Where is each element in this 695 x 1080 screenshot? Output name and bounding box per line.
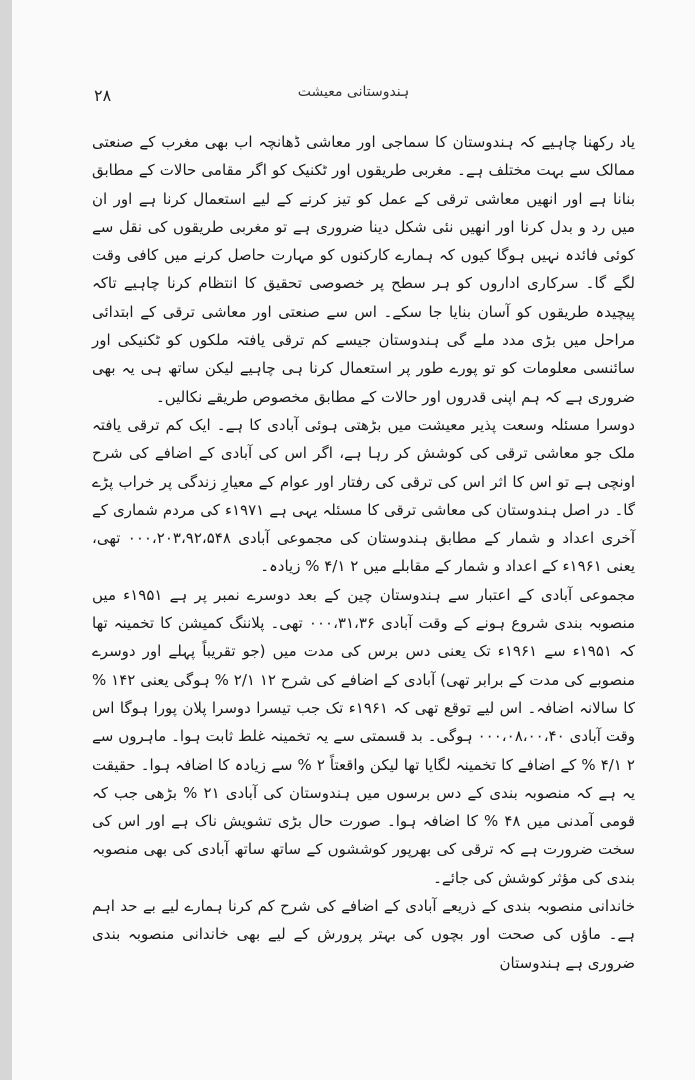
- paragraph: دوسرا مسئلہ وسعت پذیر معیشت میں بڑھتی ہوئی آبادی کا ہے۔ ایک کم ترقی یافتہ ملک جو معاشی ترقی کی کوشش کر رہا ہے، اگر اس کی آبادی کے اضافے کی شرح اونچی ہے تو اس کا اثر اس کی ترقی کی رفتار اور عوام کے معیارِ زندگی پر خراب پڑے گا۔ در اصل ہندوستان کی معاشی ترقی کا مسئلہ یہی ہے ۱۹۷۱ء کی مردم شماری کے آخری اعداد و شمار کے مطابق ہندوستان کی مجموعی آبادی ۰۰۰،۲۰۳،۹۲،۵۴۸ تھی، یعنی ۱۹۶۱ء کے اعداد و شمار کے مقابلے میں ۲ ۴/۱ % زیادہ۔: [92, 415, 635, 576]
- paragraph: مجموعی آبادی کے اعتبار سے ہندوستان چین کے بعد دوسرے نمبر پر ہے ۱۹۵۱ء میں منصوبہ بندی شروع ہونے کے وقت آبادی ۰۰۰،۳۱،۳۶ تھی۔ پلاننگ کمیشن کا تخمینہ تھا کہ ۱۹۵۱ء سے ۱۹۶۱ء تک یعنی دس برس کی مدت میں (جو تقریباً پہلے اور دوسرے منصوبے کی مدت کے برابر تھی) آبادی کے اضافے کی شرح ۱۲ ۲/۱ % ہوگی یعنی ۱۴۲ % کا سالانہ اضافہ۔ اس لیے توقع تھی کہ ۱۹۶۱ء تک جب تیسرا دوسرا پلان پورا ہوگا اس وقت آبادی ۰۰۰،۰۸،۰۰،۴۰ ہوگی۔ بد قسمتی سے یہ تخمینہ غلط ثابت ہوا۔ ماہروں سے ۲ ۴/۱ % کے اضافے کا تخمینہ لگایا تھا لیکن واقعتاً ۲ % سے زیادہ کا اضافہ ہوا۔ حقیقت یہ ہے کہ منصوبہ بندی کے دس برسوں میں ہندوستان کی آبادی ۲۱ % بڑھی جب کہ قومی آمدنی میں ۴۸ % کا اضافہ ہوا۔ صورت حال بڑی تشویش ناک ہے اور اس کی سخت ضرورت ہے کہ ترقی کی بھرپور کوششوں کے ساتھ ساتھ آبادی کی بھی منصوبہ بندی کی مؤثر کوشش کی جائے۔: [92, 585, 635, 887]
- running-title: ہندوستانی معیشت: [297, 84, 410, 100]
- page-number: ۲۸: [94, 86, 112, 105]
- page-header: [82, 84, 625, 110]
- paragraph: خاندانی منصوبہ بندی کے ذریعے آبادی کے اضافے کی شرح کم کرنا ہمارے لیے بے حد اہم ہے۔ ماؤں کی صحت اور بچوں کی بہتر پرورش کے لیے بھی خاندانی منصوبہ بندی ضروری ہے ہندوستان: [92, 897, 635, 972]
- paragraph: یاد رکھنا چاہیے کہ ہندوستان کا سماجی اور معاشی ڈھانچہ اب بھی مغرب کے صنعتی ممالک سے بہت مختلف ہے۔ مغربی طریقوں اور ٹکنیک کو اگر مقامی حالات کے مطابق بنانا ہے اور انھیں معاشی ترقی کے عمل کو تیز کرنے کے لیے استعمال کرنا ہے اور ان میں رد و بدل کرنا اور انھیں نئی شکل دینا ضروری ہے تو مغربی طریقوں کی نقل سے کوئی فائدہ نہیں ہوگا کیوں کہ ہمارے کارکنوں کو مہارت حاصل کرنے میں کافی وقت لگے گا۔ سرکاری اداروں کو ہر سطح پر خصوصی تحقیق کا انتظام کرنا چاہیے تاکہ پیچیدہ طریقوں کو آسان بنایا جا سکے۔ اس سے صنعتی اور معاشی ترقی کے ابتدائی مراحل میں بڑی مدد ملے گی ہندوستان جیسے کم ترقی یافتہ ملکوں کو ٹکنیکی اور سائنسی معلومات کو تو پورے طور پر استعمال کرنا ہی چاہیے لیکن ساتھ ہی یہ بھی ضروری ہے کہ ہم اپنی قدروں اور حالات کے مطابق مخصوص طریقے نکالیں۔: [92, 133, 635, 406]
- body-text: [92, 128, 635, 977]
